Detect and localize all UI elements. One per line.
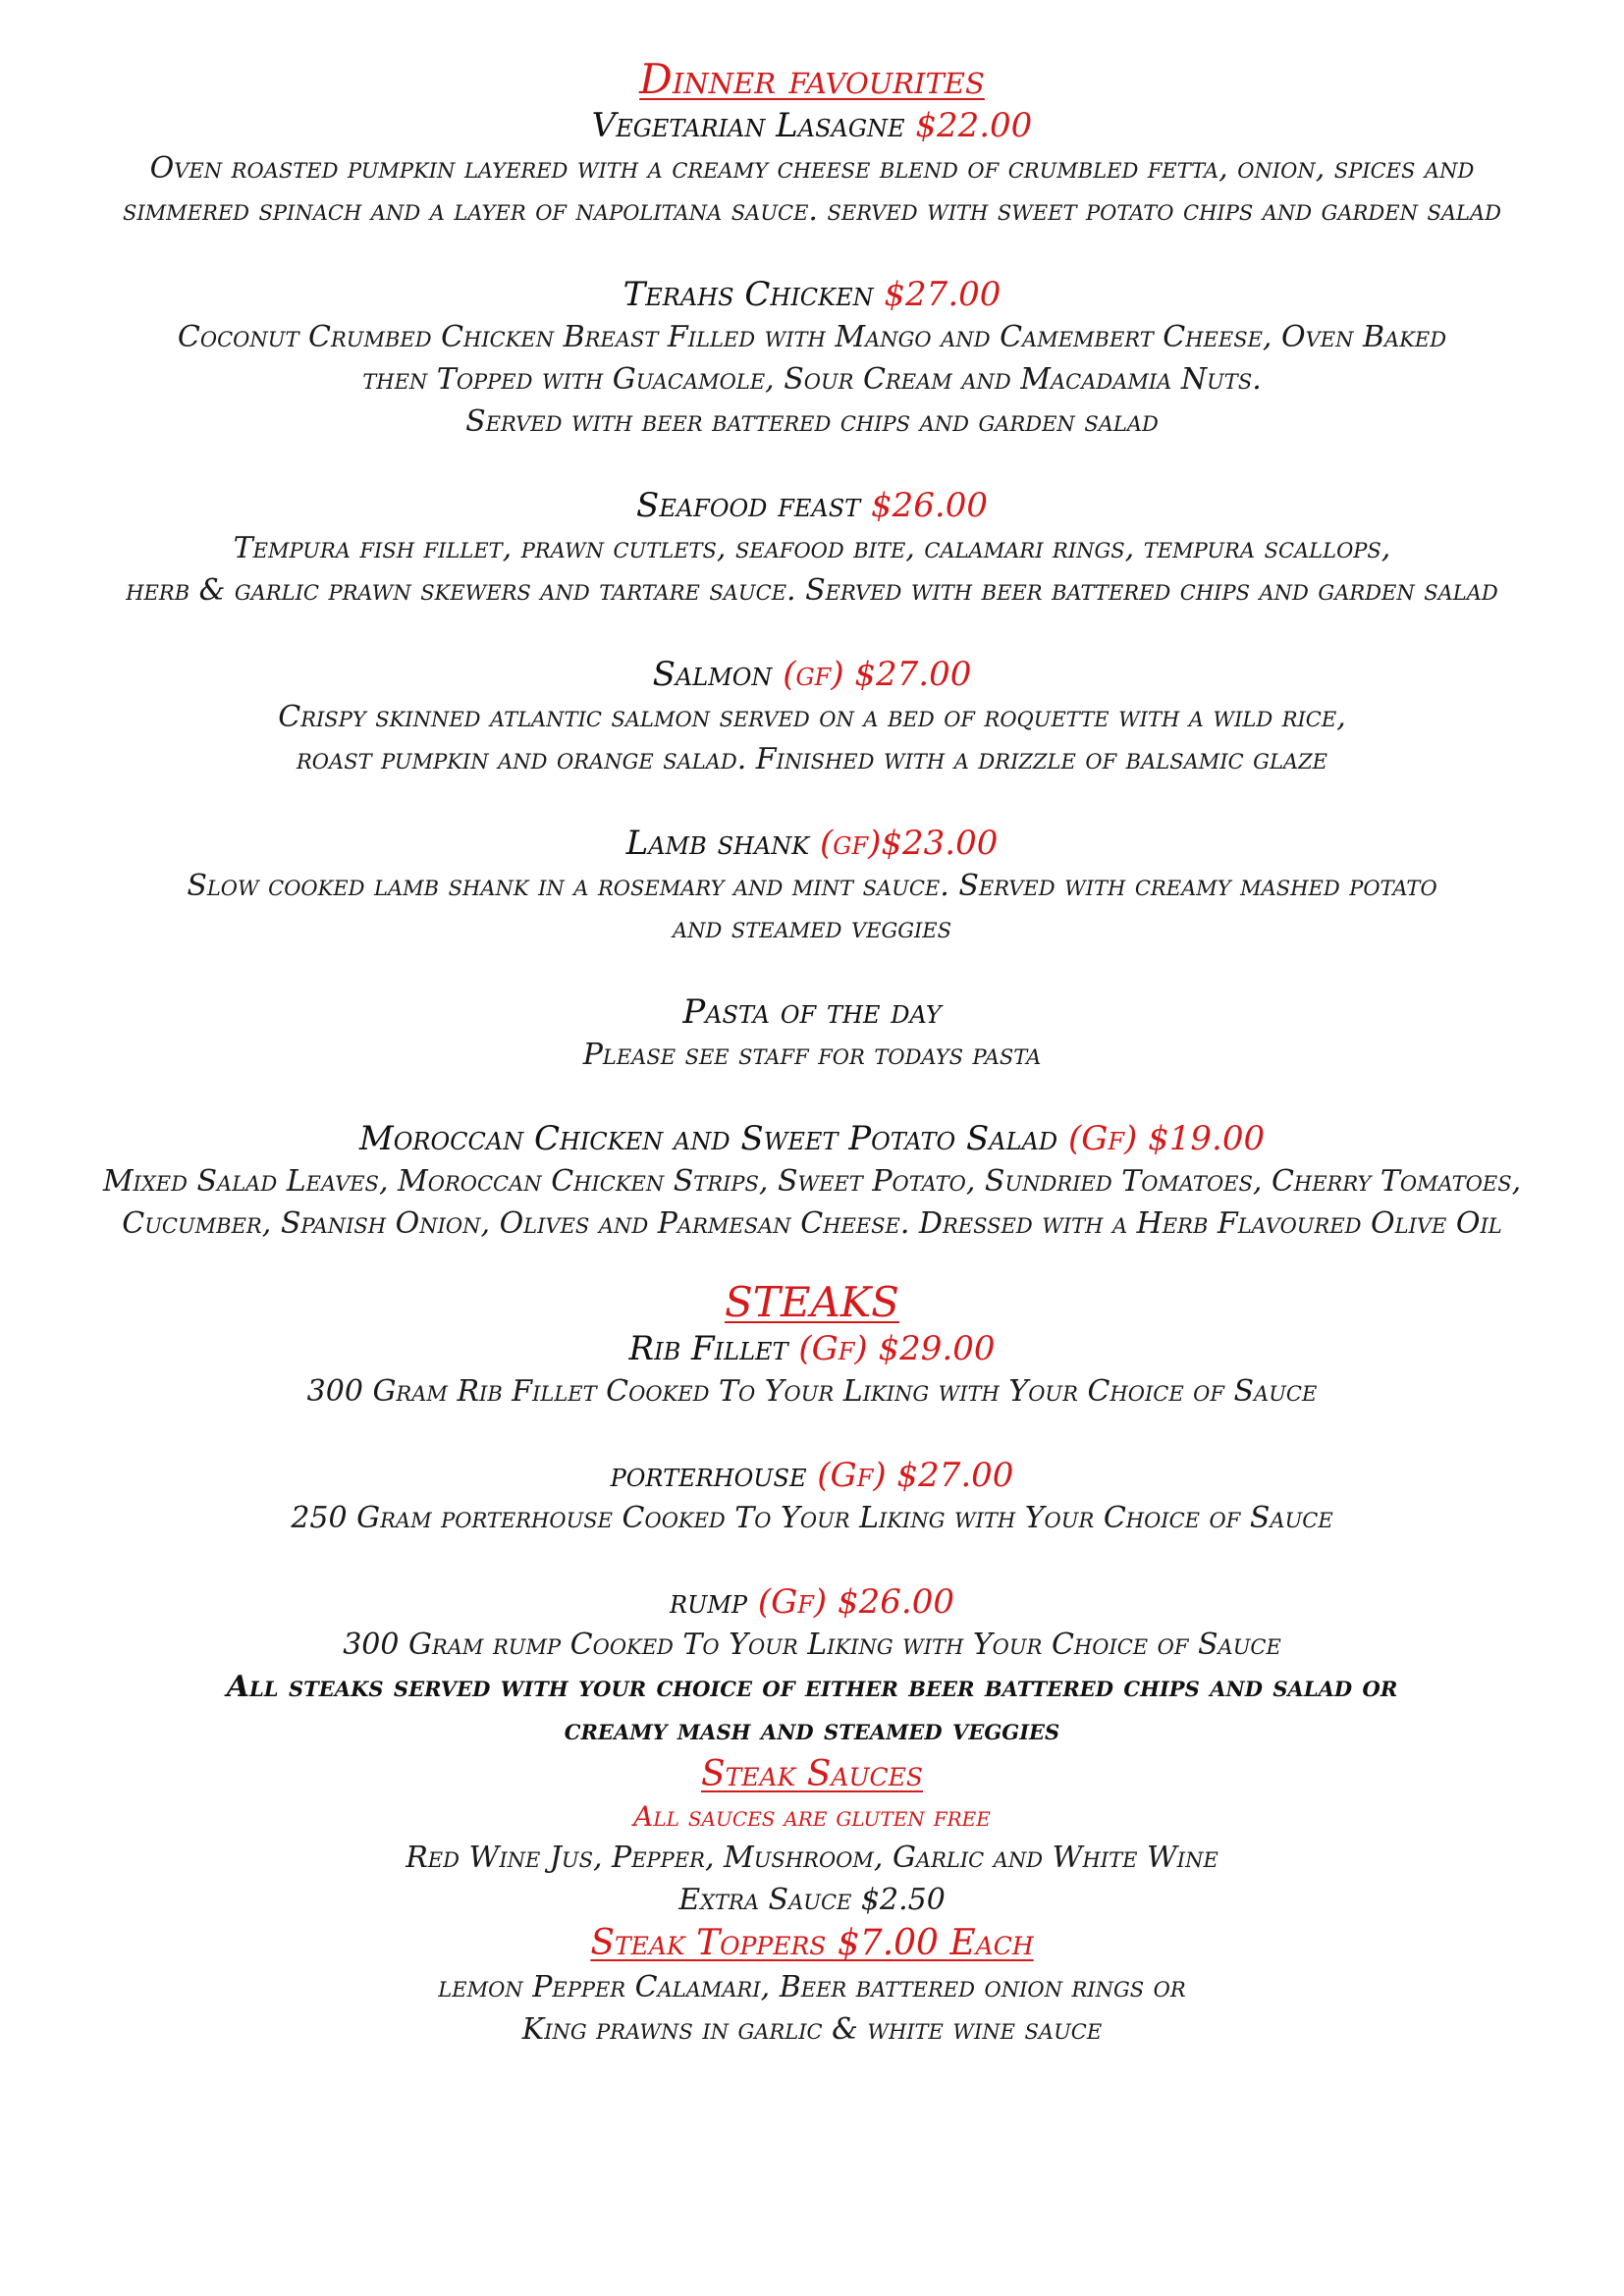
toppers-line: lemon Pepper Calamari, Beer battered onion rings or <box>438 1970 1186 2004</box>
item-name: rump <box>670 1582 748 1622</box>
menu-item <box>0 273 1624 443</box>
steaks-footnote-line: All steaks served with your choice of either beer battered chips and salad or <box>226 1670 1398 1704</box>
item-description-line: herb & garlic prawn skewers and tartare sauce. Served with beer battered chips and garden salad <box>126 573 1498 608</box>
item-description-line: 300 Gram rump Cooked To Your Liking with Your Choice of Sauce <box>343 1628 1281 1662</box>
sauces-heading: Steak Sauces <box>700 1754 924 1794</box>
menu-item <box>0 1327 1624 1413</box>
steaks-section <box>0 1278 1624 1752</box>
menu-item <box>0 990 1624 1076</box>
menu-item <box>0 104 1624 232</box>
item-description-line: Mixed Salad Leaves, Moroccan Chicken Strips, Sweet Potato, Sundried Tomatoes, Cherry Tomatoes, <box>102 1164 1522 1199</box>
item-description-line: Please see staff for todays pasta <box>582 1038 1042 1072</box>
item-name: Rib Fillet <box>628 1329 788 1368</box>
item-price: $27.00 <box>884 275 1001 314</box>
item-description-line: Crispy skinned atlantic salmon served on a bed of roquette with a wild rice, <box>278 700 1346 734</box>
item-price: (gf) $27.00 <box>783 655 972 694</box>
item-description-line: Cucumber, Spanish Onion, Olives and Parmesan Cheese. Dressed with a Herb Flavoured Olive Oil <box>122 1206 1502 1241</box>
item-name: Lamb shank <box>625 824 810 863</box>
dinner-heading: Dinner favourites <box>639 55 985 103</box>
toppers-heading: Steak Toppers $7.00 Each <box>590 1923 1034 1963</box>
dinner-section <box>0 55 1624 1245</box>
item-description-line: Oven roasted pumpkin layered with a creamy cheese blend of crumbled fetta, onion, spices and <box>149 151 1475 186</box>
item-description-line: and steamed veggies <box>672 911 952 945</box>
item-price: (Gf) $29.00 <box>798 1329 996 1368</box>
toppers-section <box>0 1921 1624 2051</box>
menu-item <box>0 653 1624 780</box>
steaks-heading: STEAKS <box>725 1278 899 1326</box>
menu-item <box>0 1454 1624 1539</box>
extra-sauce-price: Extra Sauce $2.50 <box>678 1883 946 1917</box>
item-description-line: Tempura fish fillet, prawn cutlets, seafood bite, calamari rings, tempura scallops, <box>233 531 1391 565</box>
item-price: $22.00 <box>915 106 1033 145</box>
menu-item <box>0 1580 1624 1666</box>
item-price: (Gf) $26.00 <box>757 1582 954 1622</box>
menu-item <box>0 484 1624 612</box>
item-description-line: 250 Gram porterhouse Cooked To Your Liking with Your Choice of Sauce <box>291 1501 1333 1535</box>
sauces-note: All sauces are gluten free <box>633 1800 991 1833</box>
item-name: Vegetarian Lasagne <box>591 106 905 145</box>
steaks-footnote-line: creamy mash and steamed veggies <box>564 1713 1060 1747</box>
item-price: (Gf) $19.00 <box>1067 1119 1266 1158</box>
menu-item <box>0 822 1624 949</box>
item-description-line: 300 Gram Rib Fillet Cooked To Your Liking with Your Choice of Sauce <box>306 1374 1318 1409</box>
item-name: Moroccan Chicken and Sweet Potato Salad <box>358 1119 1058 1158</box>
item-name: Salmon <box>652 655 773 694</box>
sauces-list: Red Wine Jus, Pepper, Mushroom, Garlic and White Wine <box>406 1841 1218 1875</box>
item-name: porterhouse <box>610 1456 807 1495</box>
item-name: Terahs Chicken <box>623 275 874 314</box>
item-description-line: Slow cooked lamb shank in a rosemary and mint sauce. Served with creamy mashed potato <box>187 869 1437 903</box>
item-name: Seafood feast <box>636 486 861 525</box>
item-description-line: then Topped with Guacamole, Sour Cream and Macadamia Nuts. <box>362 362 1262 397</box>
item-price: (Gf) $27.00 <box>817 1456 1014 1495</box>
item-price: (gf)$23.00 <box>820 824 999 863</box>
item-price: $26.00 <box>871 486 988 525</box>
sauces-section <box>0 1752 1624 1921</box>
toppers-line: King prawns in garlic & white wine sauce <box>521 2012 1103 2047</box>
item-description-line: Coconut Crumbed Chicken Breast Filled with Mango and Camembert Cheese, Oven Baked <box>177 320 1447 354</box>
item-description-line: roast pumpkin and orange salad. Finished with a drizzle of balsamic glaze <box>297 742 1327 776</box>
item-description-line: Served with beer battered chips and garden salad <box>465 404 1159 439</box>
menu-item <box>0 1117 1624 1245</box>
item-description-line: simmered spinach and a layer of napolitana sauce. served with sweet potato chips and garden salad <box>123 193 1501 228</box>
item-name: Pasta of the day <box>682 992 942 1032</box>
